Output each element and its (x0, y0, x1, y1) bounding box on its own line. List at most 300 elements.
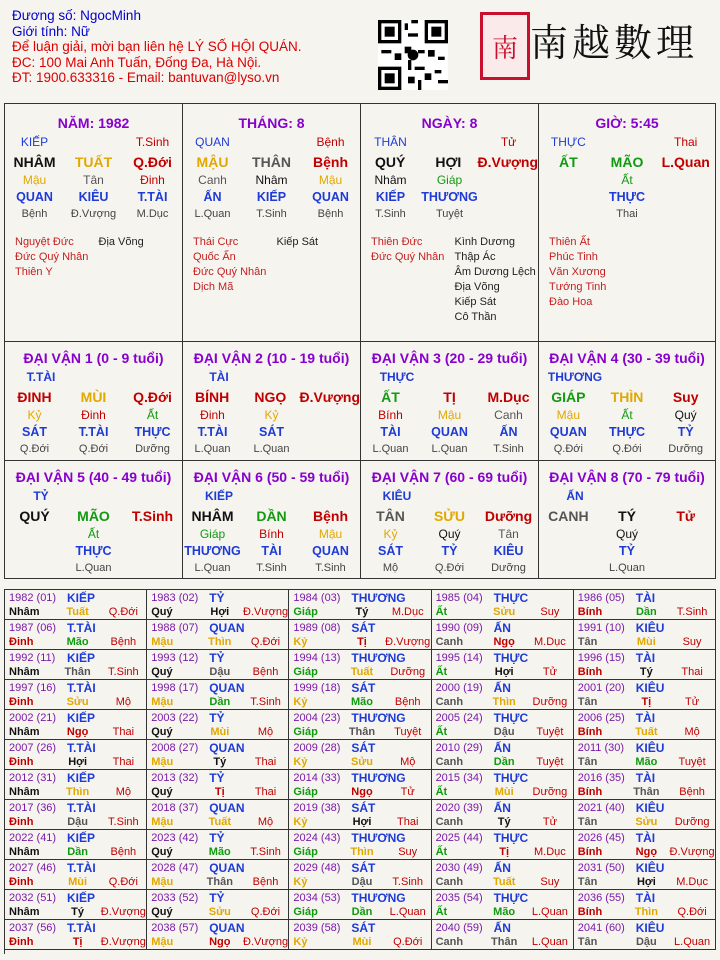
pillar-hidden-stem (183, 174, 360, 187)
dai-van-top-god-2 (427, 371, 538, 384)
year-pillar (5, 665, 146, 679)
year-label: 2009 (28) (293, 742, 341, 754)
year-part-3: Tuất (635, 726, 658, 738)
year-head (574, 861, 715, 875)
year-label: 2021 (40) (577, 802, 625, 814)
year-god: QUAN (209, 921, 245, 935)
year-part-3: Sửu (208, 906, 231, 918)
pillar-notes (539, 235, 715, 310)
year-part-4: Bệnh (679, 786, 705, 798)
year-part-2: Kỷ (293, 756, 308, 768)
year-head (147, 591, 288, 605)
year-head (574, 681, 715, 695)
year-part-2: Tân (577, 756, 598, 768)
pillar-notes (5, 235, 182, 280)
dai-van-3 (361, 342, 539, 461)
year-cell (5, 740, 147, 770)
dai-van-title: ĐẠI VẬN 2 (10 - 19 tuổi) (193, 350, 350, 366)
year-head (432, 681, 573, 695)
pillar-stem-branch-1: HỢI (435, 154, 462, 170)
year-cell (432, 590, 574, 620)
year-label: 1985 (04) (435, 592, 483, 604)
year-pillar (147, 695, 288, 709)
pillar-hidden-god (183, 191, 360, 204)
year-pillar (289, 815, 430, 829)
year-part-3: Sửu (66, 696, 89, 708)
dai-van-stem-branch-1: TÝ (618, 508, 636, 524)
year-part-4: T.Sinh (392, 876, 423, 888)
year-part-2: Giáp (293, 786, 318, 798)
year-pillar (432, 845, 573, 859)
year-head (5, 801, 146, 815)
dai-van-hidden-god-0: T.TÀI (197, 425, 228, 439)
year-pillar (432, 755, 573, 769)
year-head (147, 831, 288, 845)
year-part-4: T.Sinh (250, 696, 281, 708)
pillar-hidden-god-1: KIÊU (78, 190, 109, 204)
dai-van-hidden-stem-1: Mậu (437, 408, 462, 422)
year-label: 2028 (47) (151, 862, 199, 874)
dai-van-top-god-2 (249, 371, 360, 384)
pillar-top-god (183, 136, 360, 149)
year-part-4: Dưỡng (390, 666, 426, 678)
year-part-4: Mộ (400, 756, 416, 768)
year-head (5, 831, 146, 845)
year-pillar (289, 785, 430, 799)
brand-logo: 南越數理 (530, 21, 699, 65)
dai-van-stage (183, 562, 360, 575)
year-part-3: Ngọ (635, 846, 658, 858)
dai-van-top-god-1: KIÊU (382, 489, 412, 503)
year-part-4: L.Quan (389, 906, 426, 918)
year-part-2: Giáp (293, 906, 318, 918)
pillar-hidden-stem-0: Mậu (22, 173, 47, 187)
year-god: SÁT (351, 741, 376, 755)
dai-van-hidden-stem-0: Giáp (199, 527, 226, 541)
dai-van-stage-1: Q.Đới (78, 443, 109, 455)
year-god: TỶ (209, 711, 225, 725)
year-cell (574, 650, 716, 680)
year-head (574, 741, 715, 755)
pillar-hidden-stem (539, 174, 715, 187)
dai-van-hidden-stem-0: Mậu (556, 408, 580, 422)
dai-van-hidden-stem (539, 409, 715, 422)
dai-van-top-god (183, 371, 360, 384)
year-head (574, 621, 715, 635)
dai-van-hidden-god-2 (123, 545, 182, 558)
year-cell (289, 680, 431, 710)
dai-van-hidden-god (5, 426, 182, 439)
year-god: T.TÀI (67, 801, 96, 815)
year-part-4: M.Dục (534, 636, 566, 648)
year-pillar (574, 635, 715, 649)
year-part-3: Tị (214, 786, 225, 798)
year-part-4: Thai (254, 756, 277, 768)
year-part-4: Thai (112, 756, 135, 768)
year-pillar (289, 875, 430, 889)
pillar-top-god-1 (242, 136, 301, 149)
pillar-title: GIỜ: 5:45 (595, 115, 659, 131)
year-label: 2037 (56) (9, 922, 57, 934)
year-part-4: Q.Đới (250, 906, 281, 918)
year-pillar (289, 695, 430, 709)
dai-van-stem-branch-1: SỬU (433, 508, 466, 524)
year-part-4: Tuyệt (536, 756, 564, 768)
year-part-2: Mậu (151, 876, 174, 888)
pillar-stage (183, 208, 360, 221)
year-label: 2033 (52) (151, 892, 199, 904)
pillar-hidden-stem (361, 174, 538, 187)
note-item: Địa Võng (98, 236, 144, 248)
year-part-3: Mão (66, 636, 89, 648)
year-head (432, 831, 573, 845)
dai-van-stage (361, 443, 538, 456)
year-head (5, 771, 146, 785)
year-label: 2038 (57) (151, 922, 199, 934)
year-part-4: Thai (397, 816, 419, 828)
year-head (289, 711, 430, 725)
year-part-2: Nhâm (9, 606, 40, 618)
dai-van-top-god (539, 490, 715, 503)
year-cell (147, 680, 289, 710)
dai-van-hidden-god-1: THỰC (608, 425, 646, 439)
notes-a (193, 235, 277, 295)
year-part-4: Mộ (115, 786, 131, 798)
pillar-stem-branch-1: TUẤT (74, 154, 113, 170)
year-head (432, 741, 573, 755)
year-pillar (289, 605, 430, 619)
pillar-stage-0: T.Sinh (375, 208, 406, 220)
year-head (5, 591, 146, 605)
dai-van-top-god (361, 490, 538, 503)
pillar-2 (361, 104, 539, 342)
notes-b (277, 235, 361, 295)
year-label: 2022 (41) (9, 832, 57, 844)
note-item: Nguyệt Đức (15, 236, 74, 248)
pillar-stem-branch-1: THÂN (252, 154, 291, 170)
dai-van-hidden-stem-2 (656, 528, 715, 541)
year-cell (5, 890, 147, 920)
dai-van-stage-1: Q.Đới (612, 443, 642, 455)
dai-van-hidden-stem-0 (5, 528, 64, 541)
year-pillar (5, 605, 146, 619)
pillar-stem-branch-1: MÃO (610, 154, 644, 170)
year-label: 2004 (23) (293, 712, 341, 724)
year-part-2: Ất (435, 666, 448, 678)
year-part-2: Quý (151, 726, 173, 738)
year-part-4: L.Quan (531, 906, 568, 918)
pillar-hidden-god (5, 191, 182, 204)
year-label: 2039 (58) (293, 922, 341, 934)
year-pillar (5, 845, 146, 859)
year-part-2: Ất (435, 846, 448, 858)
year-label: 2032 (51) (9, 892, 57, 904)
dai-van-title: ĐẠI VẬN 3 (20 - 29 tuổi) (371, 350, 528, 366)
year-head (432, 621, 573, 635)
year-part-3: Thân (633, 786, 660, 798)
dai-van-hidden-god-2: THỰC (134, 425, 171, 439)
dai-van-top-god-1: THỰC (379, 370, 415, 384)
year-cell (289, 920, 431, 950)
year-label: 2018 (37) (151, 802, 199, 814)
year-cell (147, 620, 289, 650)
year-god: T.TÀI (67, 621, 96, 635)
pillar-stem-branch-0: MẬU (196, 154, 229, 170)
year-label: 2007 (26) (9, 742, 57, 754)
year-part-3: Sửu (350, 756, 373, 768)
notes-b (455, 235, 539, 325)
pillar-stage-1: Thai (616, 208, 638, 220)
year-part-4: Thai (254, 786, 277, 798)
pillar-stage-1: Đ.Vượng (70, 208, 117, 220)
dai-van-hidden-god-2 (301, 426, 360, 439)
pillar-stem-branch (539, 154, 715, 170)
year-cell (574, 860, 716, 890)
pillar-top-god-2: Bệnh (316, 135, 345, 149)
dai-van-hidden-stem-0 (539, 528, 598, 541)
year-god: KIẾP (67, 651, 96, 665)
year-part-4: Bệnh (252, 876, 279, 888)
year-label: 2000 (19) (435, 682, 483, 694)
year-pillar (574, 755, 715, 769)
seal-text: 南 (491, 33, 518, 64)
year-part-4: Q.Đới (108, 606, 138, 618)
year-part-2: Nhâm (9, 906, 40, 918)
year-label: 1995 (14) (435, 652, 483, 664)
note-item: Văn Xương (549, 266, 606, 278)
year-god: THỰC (493, 651, 529, 665)
year-pillar (5, 635, 146, 649)
year-head (5, 651, 146, 665)
dai-van-hidden-god (539, 426, 715, 439)
year-pillar (289, 845, 430, 859)
year-label: 2024 (43) (293, 832, 341, 844)
year-cell (5, 620, 147, 650)
year-part-4: Tử (685, 696, 700, 708)
year-part-4: Q.Đới (108, 876, 138, 888)
year-part-2: Tân (577, 876, 598, 888)
pillar-notes (183, 235, 360, 295)
dai-van-stem-branch-0: CANH (548, 508, 589, 524)
dai-van-stage (5, 443, 182, 456)
year-god: THƯƠNG (351, 891, 406, 905)
dai-van-top-god-1: KIẾP (204, 489, 233, 503)
year-god: T.TÀI (67, 861, 96, 875)
year-god: SÁT (351, 861, 376, 875)
dai-van-top-god-2 (605, 371, 715, 384)
note-item: Địa Võng (454, 281, 500, 293)
dai-van-stem-branch-2: Dưỡng (484, 508, 533, 524)
pillar-stem-branch (5, 154, 182, 170)
year-cell (5, 770, 147, 800)
dai-van-stem-branch-0: TÂN (376, 508, 405, 524)
dai-van-stem-branch (5, 508, 182, 524)
pillar-top-god-1 (598, 136, 657, 149)
pillar-top-god-2: Thai (674, 135, 698, 149)
dai-van-stem-branch-0: BÍNH (195, 389, 230, 405)
pillar-hidden-stem-0 (539, 174, 598, 187)
dai-van-stem-branch (361, 508, 538, 524)
year-part-4: Đ.Vượng (100, 936, 146, 948)
dai-van-stage-2: T.Sinh (493, 443, 524, 455)
dai-van-stage-2: Dưỡng (135, 443, 170, 455)
year-head (574, 591, 715, 605)
year-head (432, 861, 573, 875)
year-pillar (432, 815, 573, 829)
year-part-2: Kỷ (293, 936, 308, 948)
year-cell (147, 590, 289, 620)
year-cell (574, 680, 716, 710)
year-part-2: Ất (435, 606, 448, 618)
year-part-2: Giáp (293, 846, 318, 858)
year-pillar (432, 605, 573, 619)
pillars-grid (4, 103, 716, 579)
note-item: Đào Hoa (549, 296, 593, 308)
year-part-4: Đ.Vượng (385, 636, 431, 648)
dai-van-stem-branch-1: MÃO (77, 508, 110, 524)
year-part-2: Tân (577, 636, 598, 648)
year-cell (574, 590, 716, 620)
year-part-2: Canh (435, 816, 464, 828)
pillar-stage-0: L.Quan (194, 208, 231, 220)
dai-van-stem-branch-0: QUÝ (19, 508, 50, 524)
year-pillar (5, 785, 146, 799)
dai-van-hidden-stem (183, 409, 360, 422)
dai-van-top-god-1: T.TÀI (26, 370, 56, 384)
dai-van-stage-1: L.Quan (608, 562, 646, 574)
year-god: TÀI (635, 891, 656, 905)
pillar-stem-branch-2: Đ.Vượng (477, 154, 539, 170)
year-cell (574, 710, 716, 740)
dai-van-stage-2 (301, 443, 360, 456)
dai-van-hidden-stem-2: Mậu (318, 527, 343, 541)
note-item: Kiếp Sát (454, 296, 497, 308)
dai-van-title: ĐẠI VẬN 8 (70 - 79 tuổi) (549, 469, 705, 485)
year-part-4: Suy (682, 636, 702, 648)
dai-van-stem-branch (5, 389, 182, 405)
year-part-3: Sửu (635, 816, 658, 828)
year-part-4: Q.Đới (250, 636, 281, 648)
pillar-hidden-god-2 (656, 191, 715, 204)
year-part-4: Tuyệt (394, 726, 422, 738)
pillar-stage (5, 208, 182, 221)
year-pillar (574, 665, 715, 679)
year-part-4: Bệnh (110, 636, 137, 648)
dai-van-stage (183, 443, 360, 456)
year-head (147, 681, 288, 695)
year-part-4: Q.Đới (677, 906, 707, 918)
year-pillar (574, 905, 715, 919)
year-part-2: Nhâm (9, 786, 40, 798)
dai-van-stage-1: L.Quan (75, 562, 112, 574)
dai-van-top-god (5, 371, 182, 384)
year-cell (432, 710, 574, 740)
dai-van-stem-branch-2: Đ.Vượng (299, 389, 361, 405)
year-pillar (5, 935, 146, 949)
dai-van-stem-branch-2: T.Sinh (131, 508, 174, 524)
year-head (5, 621, 146, 635)
year-part-4: Đ.Vượng (669, 846, 715, 858)
year-label: 1990 (09) (435, 622, 483, 634)
year-god: ẤN (493, 801, 511, 815)
pillar-stage-1: Tuyệt (435, 208, 464, 220)
pillar-stem-branch (183, 154, 360, 170)
dai-van-stem-branch-0: NHÂM (191, 508, 234, 524)
dai-van-7 (361, 461, 539, 579)
year-label: 2003 (22) (151, 712, 199, 724)
dai-van-stem-branch-2: M.Dục (487, 389, 530, 405)
year-head (147, 621, 288, 635)
dai-van-hidden-god (183, 426, 360, 439)
address-line: ĐC: 100 Mai Anh Tuấn, Đống Đa, Hà Nội. (12, 54, 262, 70)
year-cell (289, 800, 431, 830)
pillar-hidden-god-0 (539, 191, 598, 204)
year-cell (574, 800, 716, 830)
year-pillar (432, 665, 573, 679)
dai-van-hidden-stem-1: Quý (616, 527, 639, 541)
year-pillar (289, 635, 430, 649)
pillar-top-god (361, 136, 538, 149)
year-part-4: M.Dục (534, 846, 566, 858)
dai-van-stage (539, 562, 715, 575)
year-cell (5, 860, 147, 890)
note-item: Đức Quý Nhân (371, 251, 445, 263)
year-pillar (147, 605, 288, 619)
dai-van-stage-0: Q.Đới (19, 443, 50, 455)
year-part-4: M.Dục (391, 606, 424, 618)
year-cell (432, 800, 574, 830)
year-label: 2041 (60) (577, 922, 625, 934)
phone-email-line: ĐT: 1900.633316 - Email: bantuvan@lyso.vn (12, 70, 280, 85)
note-item: Thiên Ất (549, 236, 590, 248)
note-item: Dịch Mã (193, 281, 234, 293)
year-pillar (147, 815, 288, 829)
dai-van-stage-1: L.Quan (431, 443, 468, 455)
year-god: THỰC (493, 591, 529, 605)
year-head (289, 861, 430, 875)
year-part-2: Quý (151, 666, 173, 678)
dai-van-hidden-god-2: QUAN (312, 544, 349, 558)
dai-van-hidden-stem-2: Quý (674, 408, 697, 422)
pillar-hidden-stem-0: Nhâm (374, 173, 407, 187)
year-part-2: Quý (151, 846, 173, 858)
year-cell (574, 830, 716, 860)
pillar-hidden-god-1: THƯƠNG (421, 190, 478, 204)
year-part-2: Mậu (151, 936, 174, 948)
year-part-4: Mộ (257, 816, 274, 828)
year-part-2: Giáp (293, 666, 318, 678)
year-part-4: Bệnh (394, 696, 421, 708)
year-pillar (5, 905, 146, 919)
pillar-hidden-stem-2 (479, 174, 538, 187)
pillar-hidden-stem (5, 174, 182, 187)
year-head (574, 891, 715, 905)
year-pillar (147, 935, 288, 949)
dai-van-hidden-stem-2: Ất (146, 408, 159, 422)
year-cell (147, 740, 289, 770)
dai-van-top-god-1: TÀI (209, 370, 229, 384)
year-part-4: Suy (398, 846, 418, 858)
year-label: 1993 (12) (151, 652, 199, 664)
year-pillar (147, 905, 288, 919)
pillar-top-god-0: QUAN (195, 135, 230, 149)
year-part-2: Mậu (151, 696, 174, 708)
year-cell (289, 890, 431, 920)
year-pillar (574, 845, 715, 859)
pillar-stage-0 (539, 208, 598, 221)
year-pillar (5, 815, 146, 829)
year-part-3: Mùi (636, 636, 656, 648)
